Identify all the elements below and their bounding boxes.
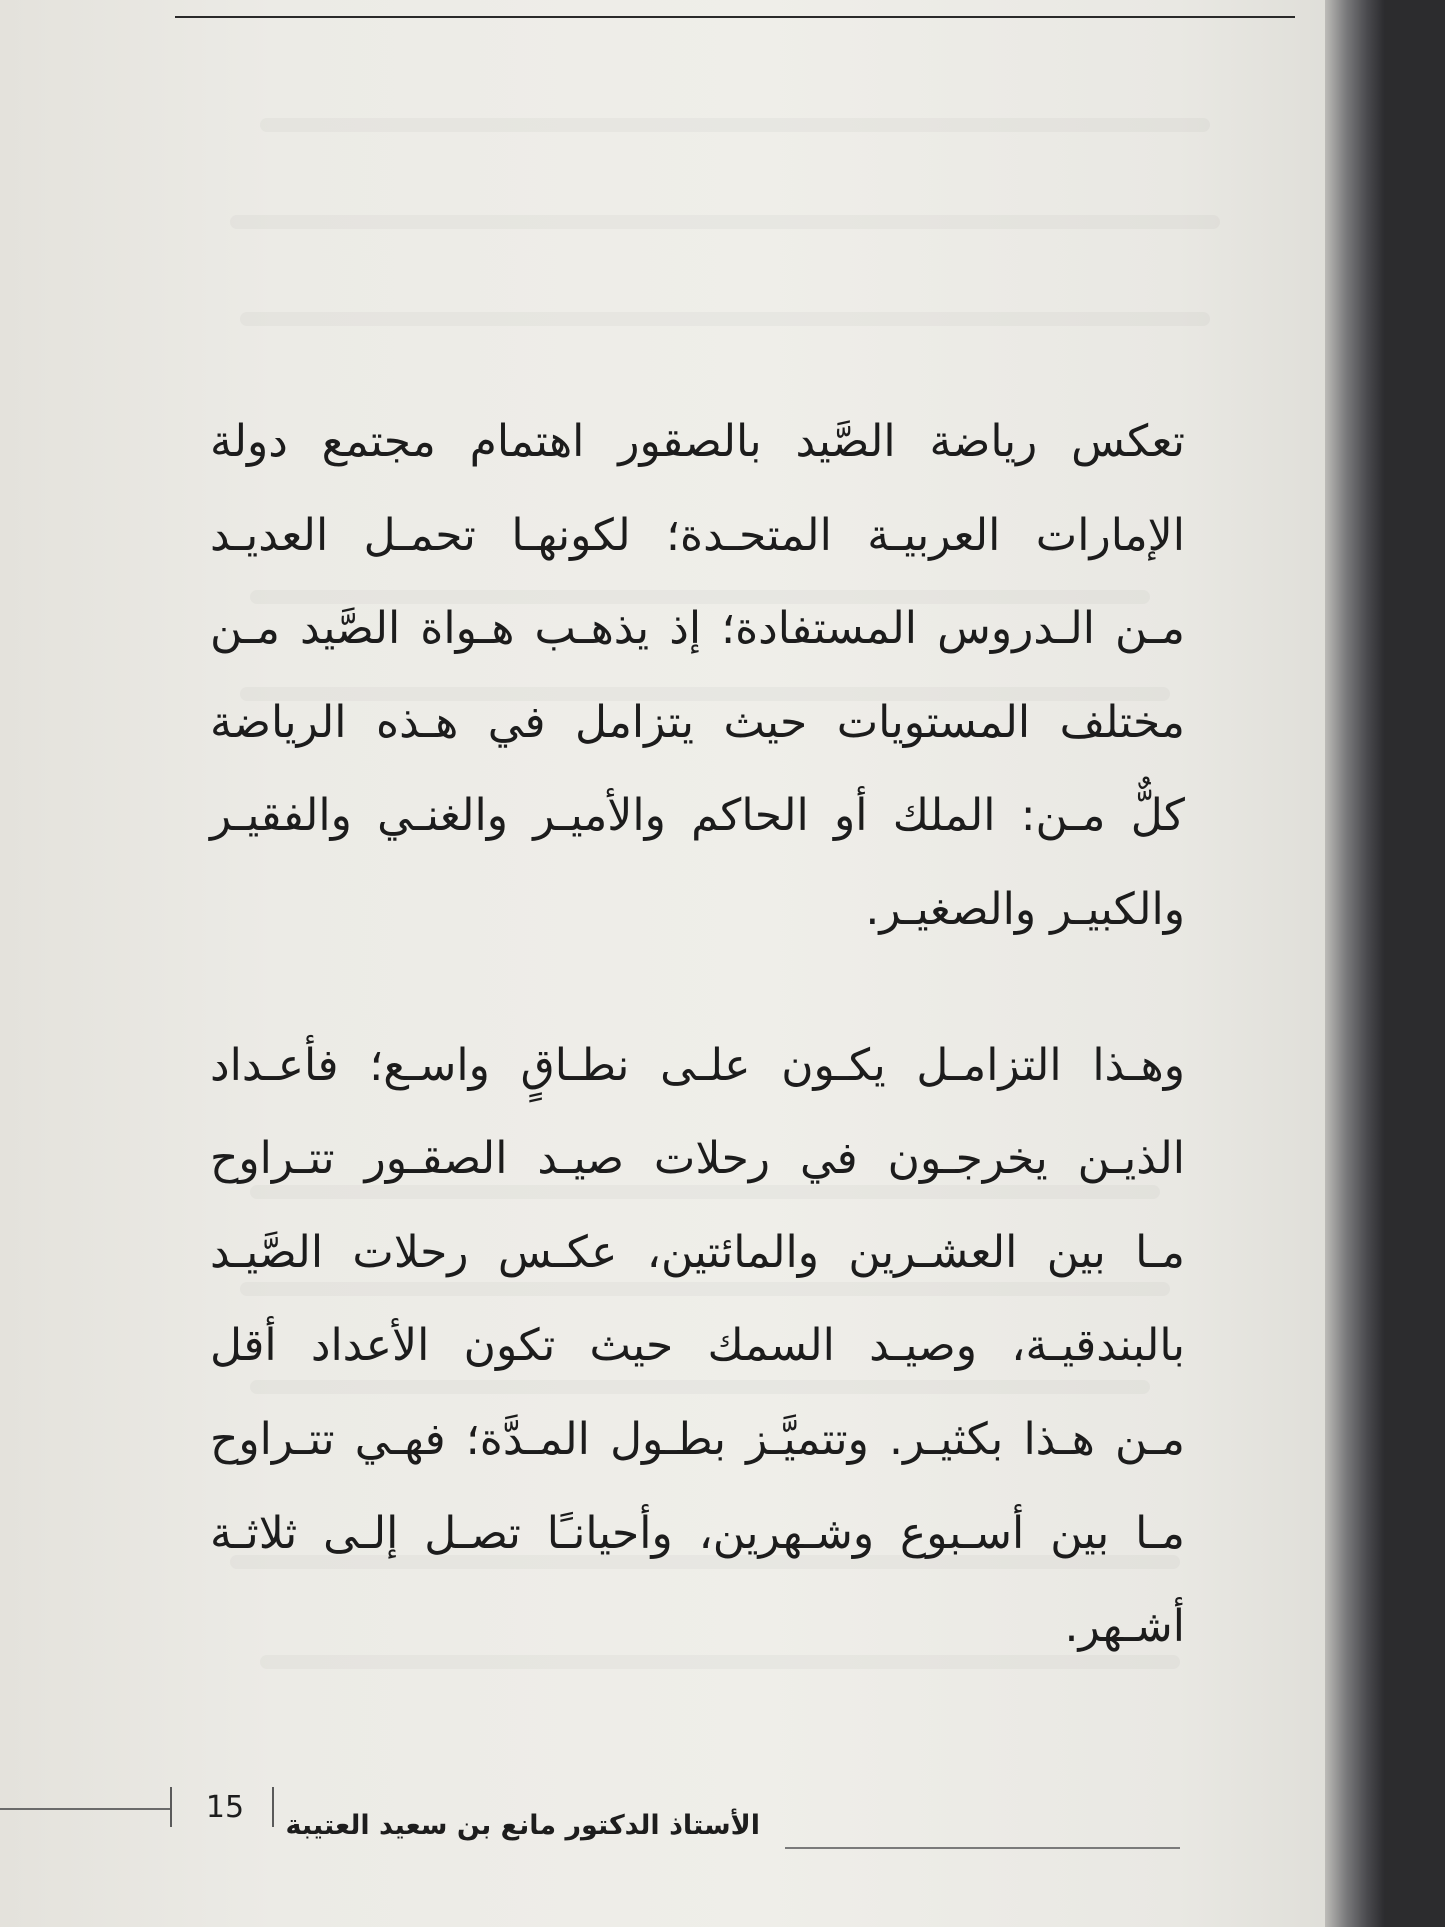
text-line: مختلف المستويات حيث يتزامل في هـذه الرياضة bbox=[210, 696, 1185, 748]
footer-divider bbox=[170, 1787, 172, 1827]
text-line: وهـذا التزامـل يكـون علـى نطـاقٍ واسـع؛ فأعـداد bbox=[210, 1039, 1185, 1091]
paragraph-1 bbox=[210, 395, 1185, 957]
text-line: مـا بين أسـبوع وشـهرين، وأحيانـًا تصـل إلـى ثلاثـة bbox=[210, 1507, 1185, 1559]
footer-divider bbox=[272, 1787, 274, 1827]
text-line: مـا بين العشـرين والمائتين، عكـس رحلات الصَّيـد bbox=[210, 1226, 1185, 1278]
text-line: والكبيـر والصغيـر. bbox=[865, 883, 1185, 935]
text-line: أشـهر. bbox=[1064, 1601, 1185, 1653]
paragraph-2 bbox=[210, 1019, 1185, 1674]
text-line: كلٌّ مـن: الملك أو الحاكم والأميـر والغنـي والفقيـر bbox=[210, 790, 1185, 842]
footer-left-rule bbox=[0, 1808, 170, 1810]
page-number: 15 bbox=[205, 1790, 245, 1825]
footer-right-rule bbox=[785, 1847, 1180, 1849]
top-rule bbox=[175, 16, 1295, 18]
book-spine-edge bbox=[1325, 0, 1385, 1927]
text-line: تعكس رياضة الصَّيد بالصقور اهتمام مجتمع دولة bbox=[210, 416, 1185, 467]
text-line: مـن هـذا بكثيـر. وتتميَّـز بطـول المـدَّة؛ فهـي تتـراوح bbox=[210, 1413, 1185, 1465]
body-text bbox=[210, 395, 1185, 1674]
text-line: بالبندقيـة، وصيـد السمك حيث تكون الأعداد أقل bbox=[210, 1320, 1185, 1372]
text-line: الذيـن يخرجـون في رحلات صيـد الصقـور تتـراوح bbox=[210, 1133, 1185, 1185]
text-line: الإمارات العربيـة المتحـدة؛ لكونهـا تحمـل العديـد bbox=[210, 509, 1185, 561]
running-footer-author: الأستاذ الدكتور مانع بن سعيد العتيبة bbox=[285, 1810, 760, 1841]
text-line: مـن الـدروس المستفادة؛ إذ يذهـب هـواة الصَّيد مـن bbox=[210, 603, 1185, 655]
